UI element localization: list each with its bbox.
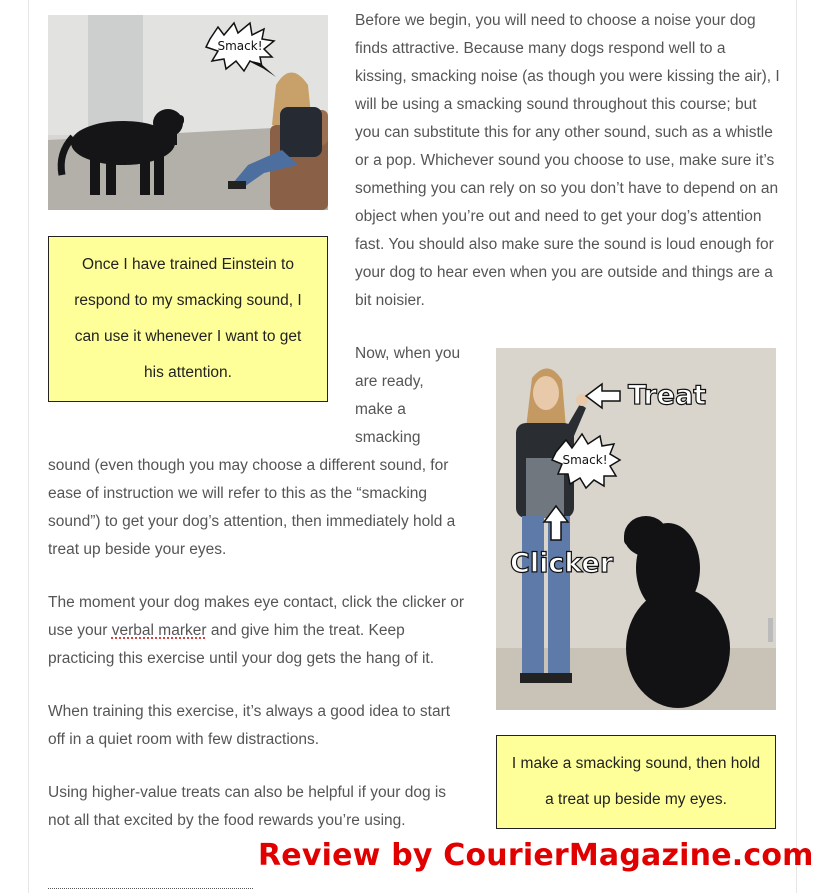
verbal-marker-link[interactable]: verbal marker (111, 622, 207, 639)
caption-einstein-text: Once I have trained Einstein to respond to my smacking sound, I can use it whenever I want to get his attention. (74, 256, 302, 381)
now-line-1: Now, when you (355, 345, 461, 362)
now-paragraph-continuation: sound (even though you may choose a different sound, for ease of instruction we will refer to this as the “smacking sound”) to get your dog’s attention, then immediately hold a treat up beside your eyes. (48, 457, 456, 558)
caption-smacking-sound (496, 735, 776, 829)
intro-paragraph: Before we begin, you will need to choose a noise your dog finds attractive. Because many dogs respond well to a kissing, smacking noise (as though you were kissing the air), I will be using a smacking sound throughout this course; but you can substitute this for any other sound, such as a whistle or a pop. Whichever sound you choose to use, make sure it’s something you can rely on so you don’t have to depend on an object when you’re out and need to get your dog’s attention fast. You should also make sure the sound is loud enough for your dog to hear even when you are outside and things are a bit noisier. (355, 12, 780, 309)
review-watermark: Review by CourierMagazine.com (258, 838, 814, 873)
right-page-border (796, 0, 797, 893)
photo-dog-and-woman-on-couch (48, 15, 328, 210)
smack-bubble-text: Smack! (217, 39, 263, 53)
photo-woman-holding-treat (496, 348, 776, 710)
moment-text-end: and give him the treat. Keep practicing this exercise until your dog gets the hang of it. (48, 622, 434, 667)
bottom-dotted-divider (48, 888, 253, 889)
treat-label: Treat (628, 380, 707, 411)
clicker-label: Clicker (510, 548, 614, 579)
smack-bubble-text-2: Smack! (562, 453, 608, 467)
higher-value-treats-paragraph: Using higher-value treats can also be helpful if your dog is not all that excited by the food rewards you’re using. (48, 784, 447, 829)
now-line-2: are ready, (355, 373, 424, 390)
caption-smacking-text: I make a smacking sound, then hold a treat up beside my eyes. (511, 755, 761, 808)
moment-paragraph (48, 589, 468, 673)
quiet-room-paragraph: When training this exercise, it’s always a good idea to start off in a quiet room with few distractions. (48, 703, 451, 748)
now-line-4: smacking (355, 429, 421, 446)
now-when-ready-lines (355, 340, 485, 452)
moment-text-start: The moment your dog makes eye contact, click the clicker or use your (48, 594, 465, 639)
left-page-border (28, 0, 29, 893)
caption-einstein (48, 236, 328, 402)
now-line-3: make a (355, 401, 406, 418)
